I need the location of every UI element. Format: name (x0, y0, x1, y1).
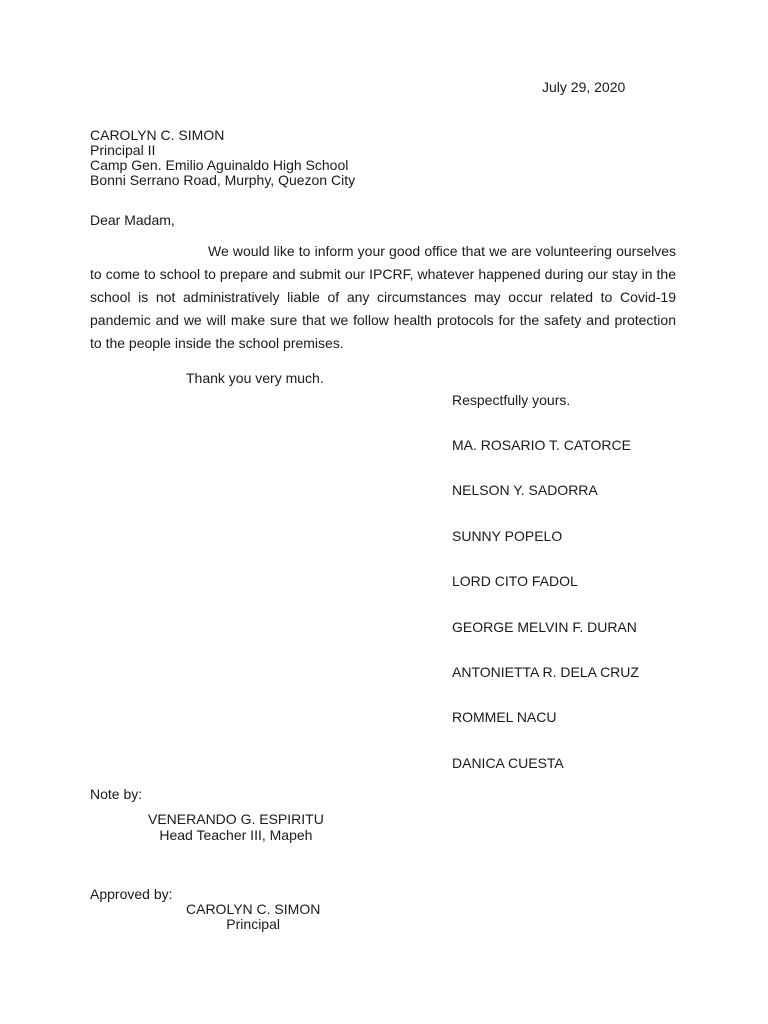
thanks-line: Thank you very much. (186, 370, 324, 386)
noter-name: VENERANDO G. ESPIRITU (148, 811, 324, 827)
approver-name: CAROLYN C. SIMON (186, 901, 321, 917)
signatory-name: MA. ROSARIO T. CATORCE (452, 437, 631, 453)
recipient-block (90, 128, 355, 188)
approved-by-label: Approved by: (90, 886, 173, 902)
signatory-name: SUNNY POPELO (452, 527, 563, 544)
letter-body: We would like to inform your good office that we are volunteering ourselves to come to school to prepare and submit our IPCRF, whatever happened during our stay in the school is not administratively liable of any circumstances may occur related to Covid-19 pandemic and we will make sure that we follow health protocols for the safety and protection to the people inside the school premises. (90, 243, 676, 351)
signatory-name: GEORGE MELVIN F. DURAN (452, 618, 637, 635)
approver-title: Principal (226, 916, 280, 932)
salutation: Dear Madam, (90, 212, 175, 228)
signatory-name: ROMMEL NACU (452, 709, 557, 726)
recipient-name: CAROLYN C. SIMON (90, 127, 225, 143)
signatory-list (452, 438, 639, 801)
letter-date: July 29, 2020 (542, 79, 626, 95)
recipient-school: Camp Gen. Emilio Aguinaldo High School (90, 157, 349, 173)
approver-block (186, 902, 320, 932)
signatory-name: LORD CITO FADOL (452, 573, 578, 590)
noter-title: Head Teacher III, Mapeh (159, 827, 313, 843)
signatory-name: NELSON Y. SADORRA (452, 482, 598, 499)
recipient-position: Principal II (90, 142, 156, 158)
signatory-name: DANICA CUESTA (452, 754, 564, 771)
noter-block (148, 811, 324, 843)
signatory-name: ANTONIETTA R. DELA CRUZ (452, 663, 639, 680)
recipient-address: Bonni Serrano Road, Murphy, Quezon City (90, 172, 356, 188)
complimentary-closing: Respectfully yours. (452, 392, 571, 408)
note-by-label: Note by: (90, 786, 143, 802)
